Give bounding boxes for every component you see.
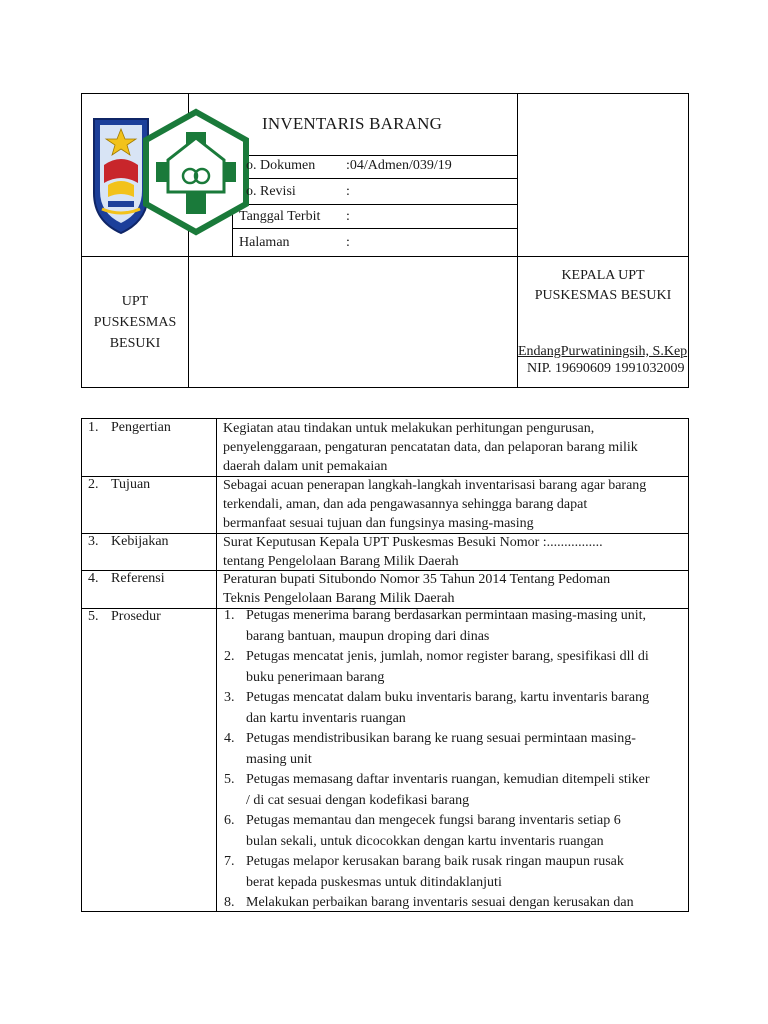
signatory-nip: NIP. 19690609 1991032009 [527,361,685,376]
step-number: 1. [224,608,235,623]
text-line: Surat Keputusan Kepala UPT Puskesmas Besuki Nomor :................ [223,535,603,550]
section-number: 3. [88,534,99,549]
text-line: bulan sekali, untuk dicocokkan dengan kartu inventaris ruangan [246,833,604,849]
text-line: Sebagai acuan penerapan langkah-langkah inventarisasi barang agar barang [223,478,647,493]
text-line: bermanfaat sesuai tujuan dan fungsinya masing-masing [223,516,534,531]
text-line: / di cat sesuai dengan kodefikasi barang [246,792,470,808]
section-number: 5. [88,609,99,624]
step-number: 4. [224,731,235,746]
org-line: PUSKESMAS [93,315,177,330]
text-line: Petugas mendistribusikan barang ke ruang sesuai permintaan masing- [246,731,636,746]
section-text-tujuan [223,476,678,533]
section-number: 2. [88,477,99,492]
meta-value-page: : [346,235,350,250]
signatory-title-line: PUSKESMAS BESUKI [534,288,672,303]
meta-label-revision: o. Revisi [246,184,296,199]
step-number: 2. [224,649,235,664]
text-line: Petugas melapor kerusakan barang baik rusak ringan maupun rusak [246,854,624,869]
meta-value-document-number: :04/Admen/039/19 [346,158,452,173]
signatory-title-line: KEPALA UPT [561,268,645,283]
text-line: buku penerimaan barang [246,669,385,685]
section-text-referensi [223,570,678,608]
text-line: Petugas memasang daftar inventaris ruangan, kemudian ditempeli stiker [246,772,650,787]
section-text-kebijakan [223,533,678,571]
meta-value-revision: : [346,184,350,199]
meta-label-issue-date: Tanggal Terbit [239,209,321,224]
section-text-pengertian [223,419,678,476]
text-line: Petugas menerima barang berdasarkan permintaan masing-masing unit, [246,608,647,623]
divider [82,256,689,257]
text-line: penyelenggaraan, pengaturan pencatatan data, dan pelaporan barang milik [223,440,638,455]
text-line: Kegiatan atau tindakan untuk melakukan perhitungan pengurusan, [223,421,595,436]
text-line: barang bantuan, maupun droping dari dinas [246,628,490,644]
section-label-pengertian: Pengertian [111,420,171,435]
text-line: tentang Pengelolaan Barang Milik Daerah [223,554,459,569]
org-line: UPT [121,294,149,309]
text-line: berat kepada puskesmas untuk ditindaklanjuti [246,874,502,890]
step-number: 7. [224,854,235,869]
divider [232,178,517,179]
text-line: daerah dalam unit pemakaian [223,459,388,474]
meta-value-issue-date: : [346,209,350,224]
divider [232,228,517,229]
step-number: 6. [224,813,235,828]
text-line: Peraturan bupati Situbondo Nomor 35 Tahun 2014 Tentang Pedoman [223,572,611,587]
section-number: 1. [88,420,99,435]
meta-label-document-number: o. Dokumen [246,158,316,173]
step-text [246,852,684,893]
org-line: BESUKI [109,336,161,351]
text-line: Teknis Pengelolaan Barang Milik Daerah [223,591,455,606]
divider [232,204,517,205]
divider [216,419,217,912]
signatory-name: EndangPurwatiningsih, S.Kep [518,344,688,359]
document-title: INVENTARIS BARANG [262,114,443,133]
text-line: Melakukan perbaikan barang inventaris sesuai dengan kerusakan dan [246,895,634,910]
section-label-tujuan: Tujuan [111,477,151,492]
step-text [246,893,684,914]
organization-name [82,291,188,354]
step-text [246,647,684,688]
text-line: Petugas mencatat dalam buku inventaris barang, kartu inventaris barang [246,690,650,705]
text-line: Petugas mencatat jenis, jumlah, nomor register barang, spesifikasi dll di [246,649,649,664]
divider [232,155,517,156]
section-label-prosedur: Prosedur [111,609,161,624]
text-line: terkendali, aman, dan ada pengawasannya sehingga barang dapat [223,497,588,512]
text-line: dan kartu inventaris ruangan [246,710,406,726]
text-line: Petugas memantau dan mengecek fungsi barang inventaris setiap 6 [246,813,621,828]
step-number: 8. [224,895,235,910]
section-label-kebijakan: Kebijakan [111,534,169,549]
section-label-referensi: Referensi [111,571,165,586]
text-line: masing unit [246,751,312,767]
puskesmas-logo [142,108,250,236]
step-text [246,811,684,852]
step-text [246,770,684,811]
meta-label-page: Halaman [239,235,290,250]
step-text [246,688,684,729]
signatory-title [518,266,688,306]
step-text [246,729,684,770]
step-number: 3. [224,690,235,705]
step-text [246,606,684,647]
section-number: 4. [88,571,99,586]
step-number: 5. [224,772,235,787]
